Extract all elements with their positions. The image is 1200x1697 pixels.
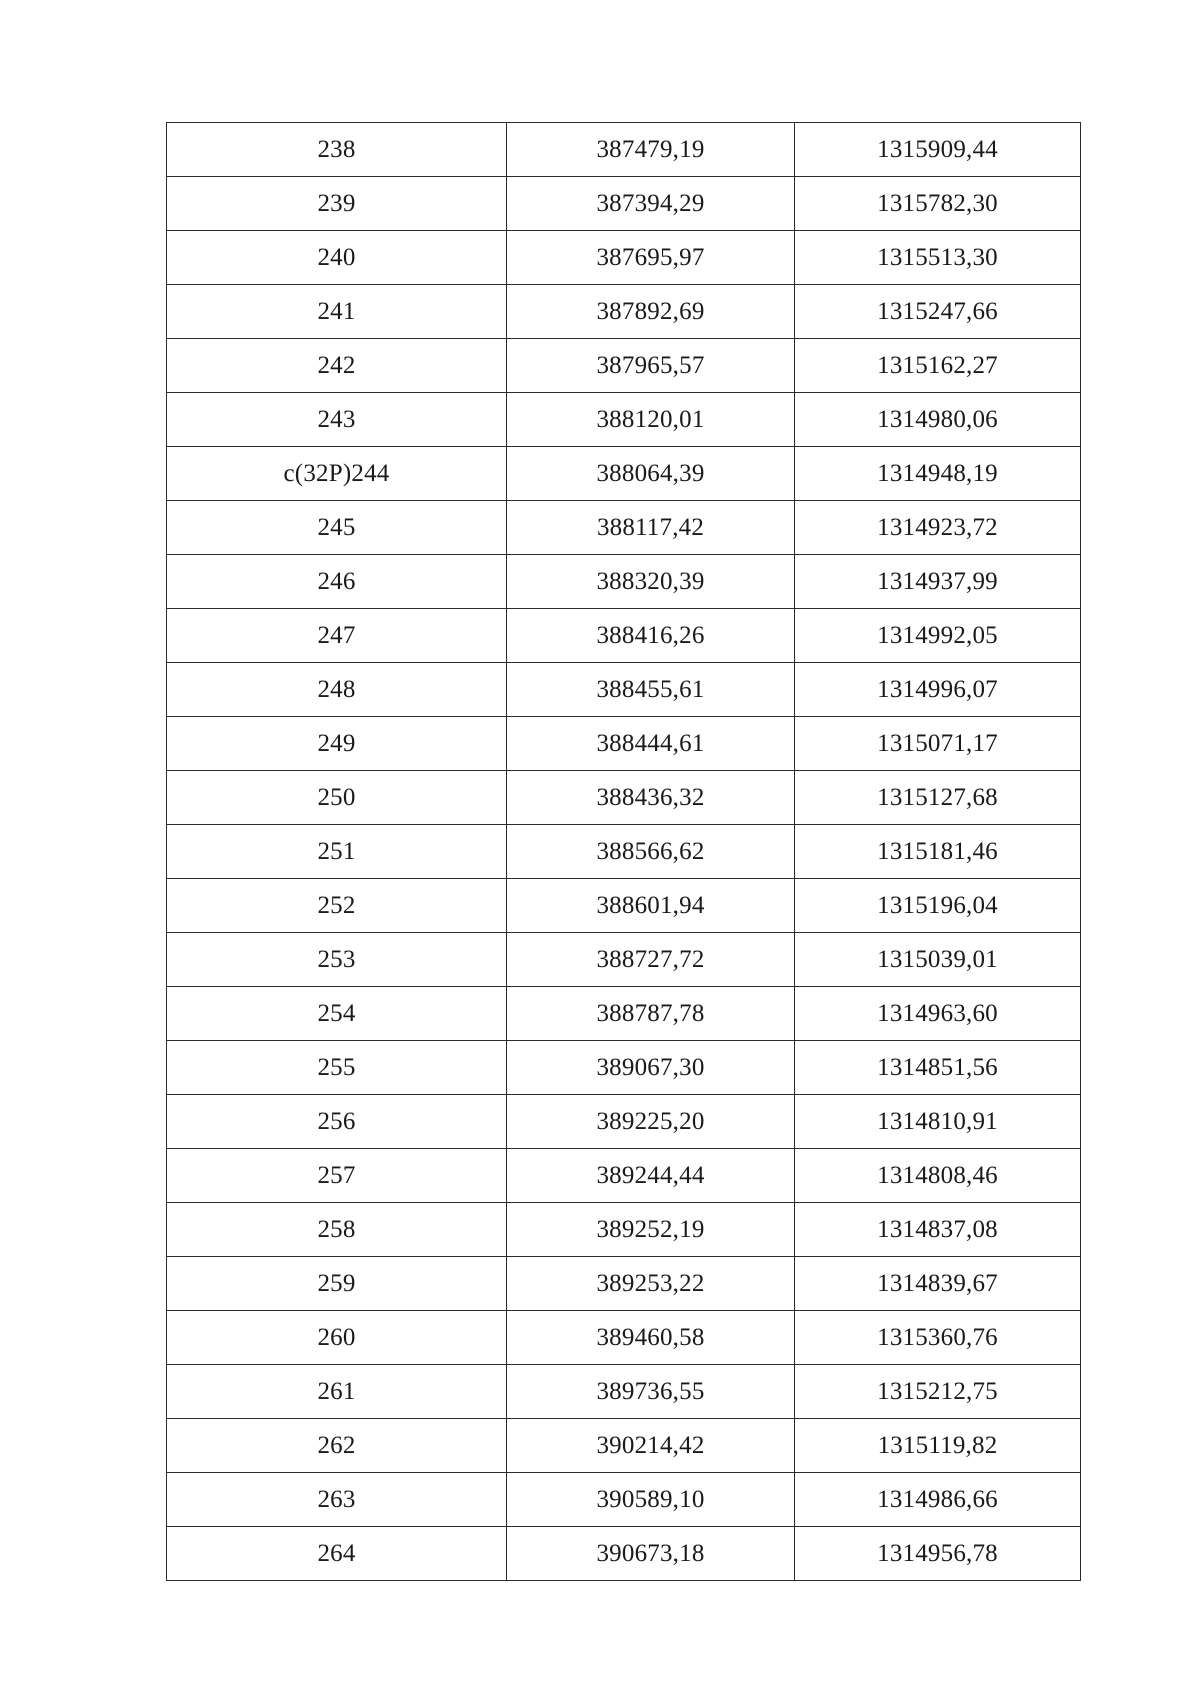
point-number-cell: 238: [167, 123, 507, 177]
table-row: [167, 825, 1081, 879]
table-row: [167, 933, 1081, 987]
x-coordinate-cell: 388120,01: [507, 393, 795, 447]
x-coordinate-cell: 389067,30: [507, 1041, 795, 1095]
table-row: [167, 609, 1081, 663]
x-coordinate-cell: 388436,32: [507, 771, 795, 825]
x-coordinate-cell: 388455,61: [507, 663, 795, 717]
coordinates-table: [166, 122, 1081, 1581]
x-coordinate-cell: 389253,22: [507, 1257, 795, 1311]
point-number-cell: 248: [167, 663, 507, 717]
point-number-cell: 262: [167, 1419, 507, 1473]
table-row: [167, 879, 1081, 933]
y-coordinate-cell: 1314923,72: [795, 501, 1081, 555]
y-coordinate-cell: 1315039,01: [795, 933, 1081, 987]
x-coordinate-cell: 387479,19: [507, 123, 795, 177]
x-coordinate-cell: 388601,94: [507, 879, 795, 933]
point-number-cell: 259: [167, 1257, 507, 1311]
table-row: [167, 447, 1081, 501]
x-coordinate-cell: 388064,39: [507, 447, 795, 501]
point-number-cell: 250: [167, 771, 507, 825]
y-coordinate-cell: 1315247,66: [795, 285, 1081, 339]
table-row: [167, 717, 1081, 771]
point-number-cell: 242: [167, 339, 507, 393]
y-coordinate-cell: 1314851,56: [795, 1041, 1081, 1095]
table-row: [167, 339, 1081, 393]
point-number-cell: 257: [167, 1149, 507, 1203]
x-coordinate-cell: 387892,69: [507, 285, 795, 339]
y-coordinate-cell: 1314963,60: [795, 987, 1081, 1041]
point-number-cell: 261: [167, 1365, 507, 1419]
x-coordinate-cell: 389460,58: [507, 1311, 795, 1365]
y-coordinate-cell: 1314839,67: [795, 1257, 1081, 1311]
point-number-cell: 258: [167, 1203, 507, 1257]
x-coordinate-cell: 390673,18: [507, 1527, 795, 1581]
x-coordinate-cell: 390214,42: [507, 1419, 795, 1473]
table-row: [167, 1257, 1081, 1311]
y-coordinate-cell: 1314986,66: [795, 1473, 1081, 1527]
y-coordinate-cell: 1314992,05: [795, 609, 1081, 663]
table-row: [167, 123, 1081, 177]
x-coordinate-cell: 390589,10: [507, 1473, 795, 1527]
point-number-cell: 240: [167, 231, 507, 285]
point-number-cell: 256: [167, 1095, 507, 1149]
y-coordinate-cell: 1315360,76: [795, 1311, 1081, 1365]
point-number-cell: 247: [167, 609, 507, 663]
table-row: [167, 501, 1081, 555]
point-number-cell: 243: [167, 393, 507, 447]
table-row: [167, 1365, 1081, 1419]
table-row: [167, 231, 1081, 285]
point-number-cell: c(32P)244: [167, 447, 507, 501]
y-coordinate-cell: 1315181,46: [795, 825, 1081, 879]
point-number-cell: 260: [167, 1311, 507, 1365]
x-coordinate-cell: 388444,61: [507, 717, 795, 771]
x-coordinate-cell: 389244,44: [507, 1149, 795, 1203]
x-coordinate-cell: 387965,57: [507, 339, 795, 393]
point-number-cell: 239: [167, 177, 507, 231]
y-coordinate-cell: 1315127,68: [795, 771, 1081, 825]
x-coordinate-cell: 387695,97: [507, 231, 795, 285]
x-coordinate-cell: 388320,39: [507, 555, 795, 609]
x-coordinate-cell: 389225,20: [507, 1095, 795, 1149]
point-number-cell: 245: [167, 501, 507, 555]
x-coordinate-cell: 387394,29: [507, 177, 795, 231]
y-coordinate-cell: 1314810,91: [795, 1095, 1081, 1149]
y-coordinate-cell: 1315909,44: [795, 123, 1081, 177]
point-number-cell: 253: [167, 933, 507, 987]
x-coordinate-cell: 388727,72: [507, 933, 795, 987]
point-number-cell: 263: [167, 1473, 507, 1527]
y-coordinate-cell: 1314980,06: [795, 393, 1081, 447]
point-number-cell: 264: [167, 1527, 507, 1581]
y-coordinate-cell: 1314948,19: [795, 447, 1081, 501]
table-row: [167, 1041, 1081, 1095]
table-row: [167, 987, 1081, 1041]
point-number-cell: 255: [167, 1041, 507, 1095]
table-row: [167, 1311, 1081, 1365]
x-coordinate-cell: 388787,78: [507, 987, 795, 1041]
y-coordinate-cell: 1315513,30: [795, 231, 1081, 285]
table-row: [167, 1527, 1081, 1581]
y-coordinate-cell: 1315162,27: [795, 339, 1081, 393]
table-row: [167, 771, 1081, 825]
y-coordinate-cell: 1314956,78: [795, 1527, 1081, 1581]
y-coordinate-cell: 1314808,46: [795, 1149, 1081, 1203]
table-row: [167, 1095, 1081, 1149]
table-row: [167, 285, 1081, 339]
point-number-cell: 246: [167, 555, 507, 609]
y-coordinate-cell: 1314837,08: [795, 1203, 1081, 1257]
y-coordinate-cell: 1315782,30: [795, 177, 1081, 231]
table-row: [167, 1149, 1081, 1203]
table-row: [167, 1473, 1081, 1527]
x-coordinate-cell: 388117,42: [507, 501, 795, 555]
point-number-cell: 241: [167, 285, 507, 339]
y-coordinate-cell: 1314937,99: [795, 555, 1081, 609]
y-coordinate-cell: 1315196,04: [795, 879, 1081, 933]
point-number-cell: 254: [167, 987, 507, 1041]
y-coordinate-cell: 1314996,07: [795, 663, 1081, 717]
x-coordinate-cell: 389736,55: [507, 1365, 795, 1419]
table-row: [167, 177, 1081, 231]
y-coordinate-cell: 1315119,82: [795, 1419, 1081, 1473]
y-coordinate-cell: 1315212,75: [795, 1365, 1081, 1419]
table-row: [167, 393, 1081, 447]
table-row: [167, 555, 1081, 609]
x-coordinate-cell: 388566,62: [507, 825, 795, 879]
table-row: [167, 1419, 1081, 1473]
x-coordinate-cell: 388416,26: [507, 609, 795, 663]
table-row: [167, 663, 1081, 717]
point-number-cell: 249: [167, 717, 507, 771]
point-number-cell: 252: [167, 879, 507, 933]
point-number-cell: 251: [167, 825, 507, 879]
table-row: [167, 1203, 1081, 1257]
y-coordinate-cell: 1315071,17: [795, 717, 1081, 771]
coordinates-table-body: [167, 123, 1081, 1581]
x-coordinate-cell: 389252,19: [507, 1203, 795, 1257]
